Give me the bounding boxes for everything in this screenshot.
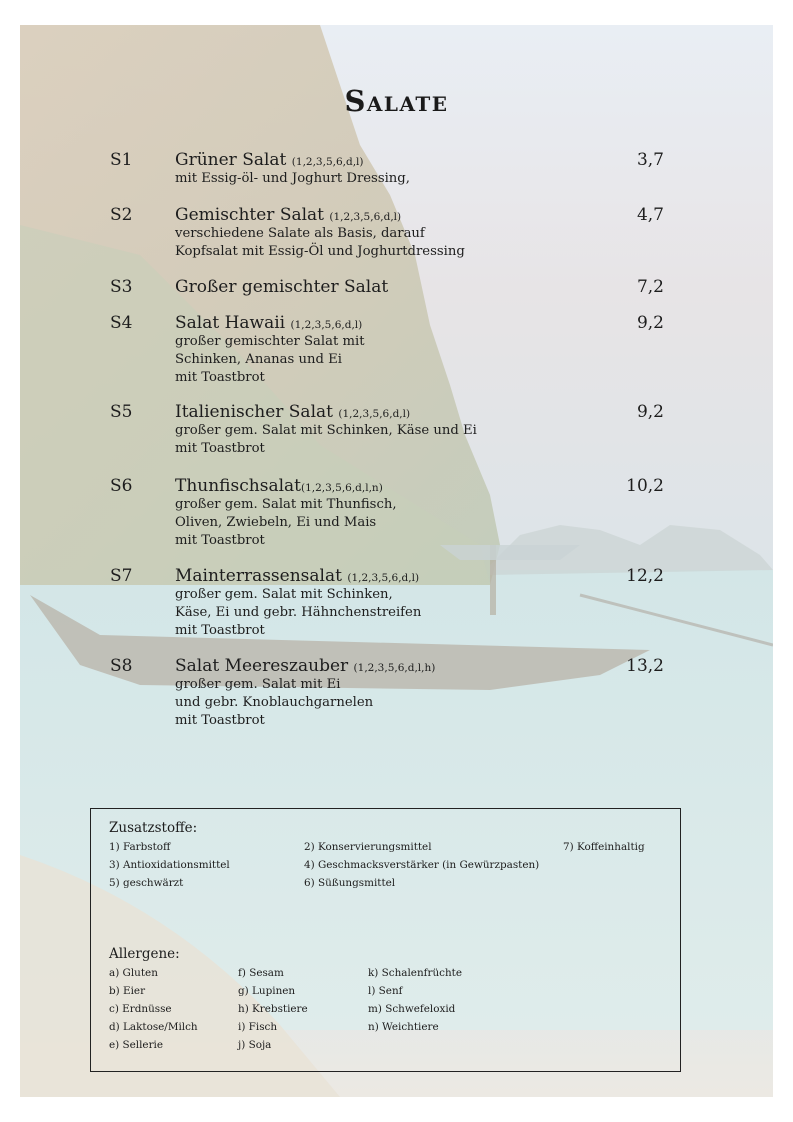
item-allergens: (1,2,3,5,6,d,l,n) <box>300 482 383 494</box>
item-description <box>175 333 365 387</box>
item-price: 4,7 <box>636 205 664 225</box>
item-description <box>175 496 397 550</box>
item-title: Mainterrassensalat <box>175 566 342 586</box>
additive-item: 6) Süßungsmittel <box>304 877 396 889</box>
allergen-item: j) Soja <box>238 1039 272 1051</box>
item-description <box>175 225 465 261</box>
additive-item: 1) Farbstoff <box>109 841 171 853</box>
description-line: großer gem. Salat mit Schinken, Käse und Ei <box>175 423 477 438</box>
description-line: großer gemischter Salat mit <box>175 334 365 349</box>
allergen-item: g) Lupinen <box>238 985 296 997</box>
allergen-item: n) Weichtiere <box>368 1021 439 1033</box>
item-allergens: (1,2,3,5,6,d,l) <box>291 156 364 168</box>
item-allergens: (1,2,3,5,6,d,l) <box>347 572 420 584</box>
item-price: 9,2 <box>636 402 664 422</box>
item-code: S6 <box>110 476 133 496</box>
item-description <box>175 170 410 188</box>
description-line: Oliven, Zwiebeln, Ei und Mais <box>175 515 377 530</box>
item-name <box>175 402 410 422</box>
additive-item: 4) Geschmacksverstärker (in Gewürzpasten) <box>304 859 540 871</box>
description-line: mit Essig-öl- und Joghurt Dressing, <box>175 171 410 186</box>
item-allergens: (1,2,3,5,6,d,l) <box>290 319 363 331</box>
description-line: mit Toastbrot <box>175 623 265 638</box>
item-price: 10,2 <box>626 476 664 496</box>
allergens-heading: Allergene: <box>109 946 180 962</box>
item-price: 12,2 <box>626 566 664 586</box>
item-price: 7,2 <box>636 277 664 297</box>
item-name <box>175 566 419 586</box>
description-line: verschiedene Salate als Basis, darauf <box>175 226 425 241</box>
item-code: S3 <box>110 277 133 297</box>
item-code: S4 <box>110 313 133 333</box>
item-description <box>175 422 477 458</box>
item-price: 9,2 <box>636 313 664 333</box>
item-price: 3,7 <box>636 150 664 170</box>
additive-item: 5) geschwärzt <box>109 877 184 889</box>
page-title: Salate <box>344 84 449 118</box>
item-title: Salat Hawaii <box>175 313 286 333</box>
item-description <box>175 586 421 640</box>
description-line: Schinken, Ananas und Ei <box>175 352 342 367</box>
allergen-item: b) Eier <box>109 985 146 997</box>
description-line: mit Toastbrot <box>175 713 265 728</box>
additive-item: 3) Antioxidationsmittel <box>109 859 230 871</box>
additive-item: 7) Koffeinhaltig <box>563 841 645 853</box>
item-name <box>175 150 364 170</box>
allergen-item: f) Sesam <box>238 967 284 979</box>
item-name <box>175 656 435 676</box>
allergen-item: d) Laktose/Milch <box>109 1021 198 1033</box>
description-line: großer gem. Salat mit Thunfisch, <box>175 497 397 512</box>
legend-box <box>90 808 681 1072</box>
description-line: Käse, Ei und gebr. Hähnchenstreifen <box>175 605 422 620</box>
description-line: Kopfsalat mit Essig-Öl und Joghurtdressing <box>175 244 465 259</box>
item-name <box>175 277 388 297</box>
item-title: Grüner Salat <box>175 150 287 170</box>
additives-heading: Zusatzstoffe: <box>109 820 198 836</box>
allergen-item: h) Krebstiere <box>238 1003 308 1015</box>
allergen-item: l) Senf <box>368 985 403 997</box>
description-line: mit Toastbrot <box>175 370 265 385</box>
item-name <box>175 205 401 225</box>
allergen-item: m) Schwefeloxid <box>368 1003 456 1015</box>
description-line: und gebr. Knoblauchgarnelen <box>175 695 374 710</box>
item-name <box>175 476 383 496</box>
item-code: S7 <box>110 566 133 586</box>
item-allergens: (1,2,3,5,6,d,l,h) <box>353 662 436 674</box>
allergen-item: a) Gluten <box>109 967 158 979</box>
allergen-item: i) Fisch <box>238 1021 278 1033</box>
item-code: S8 <box>110 656 133 676</box>
item-code: S2 <box>110 205 133 225</box>
item-allergens: (1,2,3,5,6,d,l) <box>338 408 411 420</box>
item-price: 13,2 <box>626 656 664 676</box>
description-line: mit Toastbrot <box>175 533 265 548</box>
item-title: Salat Meereszauber <box>175 656 349 676</box>
item-title: Thunfischsalat <box>175 476 301 496</box>
item-description <box>175 676 373 730</box>
allergen-item: k) Schalenfrüchte <box>368 967 462 979</box>
item-code: S5 <box>110 402 133 422</box>
item-code: S1 <box>110 150 133 170</box>
description-line: mit Toastbrot <box>175 441 265 456</box>
item-title: Großer gemischter Salat <box>175 277 389 297</box>
description-line: großer gem. Salat mit Schinken, <box>175 587 393 602</box>
description-line: großer gem. Salat mit Ei <box>175 677 341 692</box>
item-name <box>175 313 362 333</box>
item-title: Gemischter Salat <box>175 205 324 225</box>
allergen-item: c) Erdnüsse <box>109 1003 172 1015</box>
item-title: Italienischer Salat <box>175 402 333 422</box>
allergen-item: e) Sellerie <box>109 1039 164 1051</box>
additive-item: 2) Konservierungsmittel <box>304 841 432 853</box>
item-allergens: (1,2,3,5,6,d,l) <box>329 211 402 223</box>
